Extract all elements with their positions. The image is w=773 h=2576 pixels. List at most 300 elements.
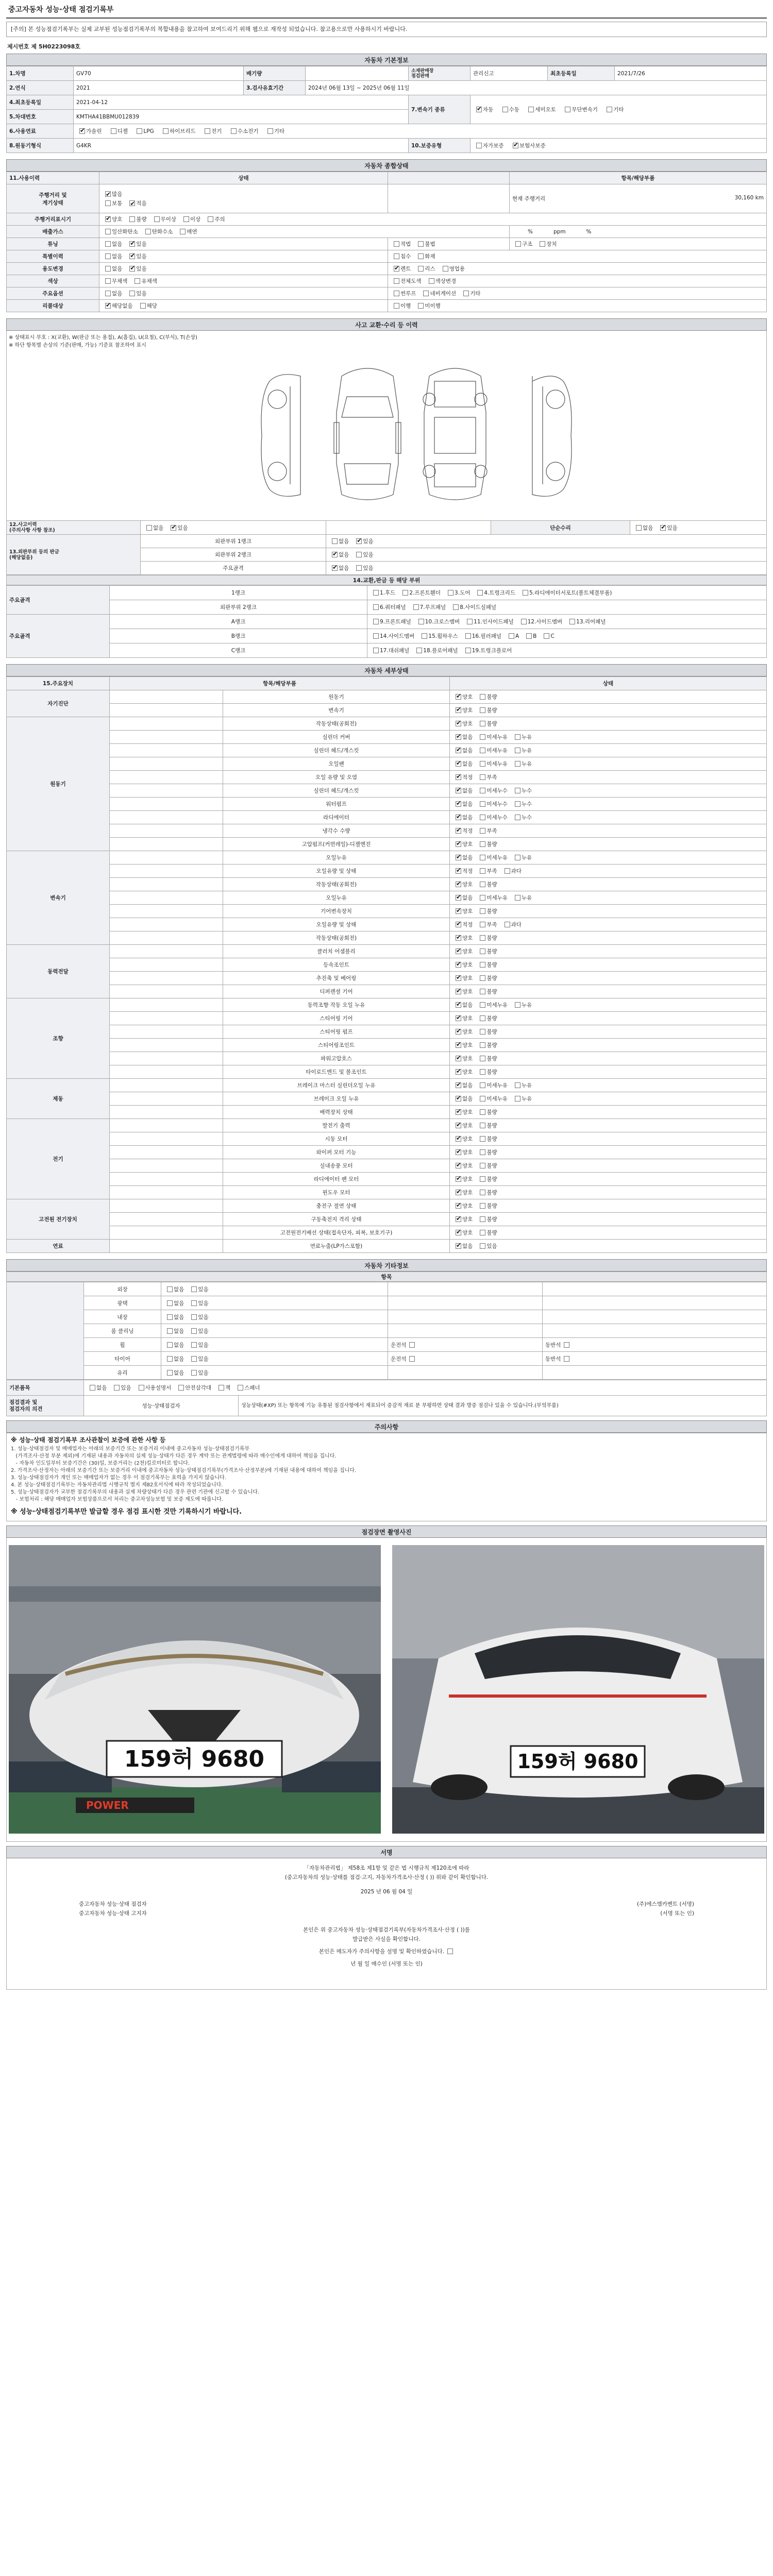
checkbox-side-member[interactable] <box>521 619 527 624</box>
checkbox-pillar-b[interactable] <box>526 633 532 639</box>
other-extra-1 <box>388 1310 543 1324</box>
checkbox-inside-panel[interactable] <box>467 619 473 624</box>
checkbox-door[interactable] <box>448 590 453 596</box>
other-checkbox[interactable] <box>191 1342 197 1348</box>
detail-row <box>7 1132 767 1146</box>
checkbox-special-yes[interactable] <box>129 253 135 259</box>
status-checkbox[interactable] <box>480 922 485 927</box>
status-label: 없음 <box>462 855 473 861</box>
other-checkbox[interactable] <box>167 1314 173 1320</box>
checkbox-hc[interactable] <box>145 229 151 234</box>
checkbox-side-sill[interactable] <box>453 604 459 610</box>
checkbox-insurance-warranty[interactable] <box>513 143 518 148</box>
other-checkbox[interactable] <box>167 1356 173 1362</box>
checkbox-trans-other[interactable] <box>607 107 612 112</box>
status-checkbox[interactable] <box>480 694 485 700</box>
detail-item-name: 발전기 출력 <box>223 1119 450 1132</box>
notifier-sign[interactable]: (서명 또는 인) <box>660 1910 694 1917</box>
detail-item-status <box>450 771 767 784</box>
status-label: 양호 <box>462 882 473 888</box>
status-checkbox[interactable] <box>480 721 485 726</box>
checkbox-manual-book[interactable] <box>139 1385 144 1391</box>
checkbox-pillar-c[interactable] <box>544 633 549 639</box>
status-option <box>477 1095 508 1103</box>
rear-plate: 159허 9680 <box>517 1750 638 1773</box>
other-checkbox[interactable] <box>167 1370 173 1376</box>
other-option <box>164 1341 184 1349</box>
checkbox-simple-none[interactable] <box>636 525 642 531</box>
checkbox-spanner[interactable] <box>238 1385 243 1391</box>
checkbox-achromatic[interactable] <box>105 278 111 284</box>
checkbox-fender[interactable] <box>402 590 408 596</box>
detail-item-status <box>450 931 767 945</box>
checkbox-cvt[interactable] <box>565 107 570 112</box>
checkbox-electric[interactable] <box>205 128 210 134</box>
detail-item-name: 스티어링 펌프 <box>223 1025 450 1039</box>
detail-row <box>7 704 767 717</box>
checkbox-lease[interactable] <box>418 266 424 272</box>
status-option <box>452 1041 473 1049</box>
label-simple-repair: 단순수리 <box>491 521 630 535</box>
detail-item-name: 타이로드엔드 및 볼조인트 <box>223 1065 450 1079</box>
detail-row <box>7 1106 767 1119</box>
detail-item-status <box>450 958 767 972</box>
checkbox-triangle[interactable] <box>178 1385 184 1391</box>
status-label: 양호 <box>462 1163 473 1169</box>
inspector-sign[interactable]: (주)에스엠카벤트 (서명) <box>636 1901 694 1907</box>
status-checkbox[interactable] <box>456 935 461 941</box>
status-checkbox[interactable] <box>456 989 461 994</box>
checkbox-fuel-other[interactable] <box>267 128 273 134</box>
status-checkbox[interactable] <box>480 1109 485 1115</box>
status-checkbox[interactable] <box>480 855 485 860</box>
status-option <box>512 1095 532 1103</box>
status-checkbox[interactable] <box>480 1056 485 1061</box>
checkbox-legal[interactable] <box>394 241 399 247</box>
checkbox-navi[interactable] <box>423 291 429 296</box>
status-checkbox[interactable] <box>456 908 461 914</box>
checkbox-fire[interactable] <box>418 253 424 259</box>
detail-item-name: 실내송풍 모터 <box>223 1159 450 1173</box>
checkbox-crossmember[interactable] <box>418 619 424 624</box>
label-car-name: 1.차명 <box>7 66 74 81</box>
checkbox-recall-na[interactable] <box>105 303 111 309</box>
status-label: 있음 <box>486 1243 497 1249</box>
checkbox-smoke[interactable] <box>180 229 186 234</box>
status-label: 누유 <box>521 1082 532 1089</box>
status-checkbox[interactable] <box>456 1136 461 1142</box>
status-checkbox[interactable] <box>515 1082 520 1088</box>
status-checkbox[interactable] <box>456 694 461 700</box>
label-special: 특별이력 <box>7 250 99 263</box>
status-option <box>452 1081 473 1089</box>
status-checkbox[interactable] <box>456 855 461 860</box>
status-checkbox[interactable] <box>456 1243 461 1249</box>
status-option <box>452 733 473 741</box>
accident-legend: ※ 상태표시 부호 : X(교환), W(판금 또는 용접), A(흠집), U(요철), C(부식), T(손상) ※ 하단 항목별 손상의 기준(판매, 가능) 기준표 참조하여 표시 <box>6 331 767 350</box>
other-item-status <box>161 1296 388 1310</box>
status-checkbox[interactable] <box>515 801 520 807</box>
checkbox-commercial[interactable] <box>443 266 448 272</box>
status-checkbox[interactable] <box>456 1029 461 1035</box>
status-checkbox[interactable] <box>456 1082 461 1088</box>
checkbox-quarter[interactable] <box>373 604 379 610</box>
status-checkbox[interactable] <box>456 828 461 834</box>
checkbox-rear-panel[interactable] <box>569 619 575 624</box>
checkbox-opt-yes[interactable] <box>129 291 135 296</box>
detail-row <box>7 891 767 905</box>
status-checkbox[interactable] <box>456 1190 461 1195</box>
checkbox-trunk-floor[interactable] <box>465 648 471 653</box>
status-checkbox[interactable] <box>480 761 485 767</box>
checkbox-gasoline[interactable] <box>79 128 85 134</box>
status-checkbox[interactable] <box>480 935 485 941</box>
checkbox-hood[interactable] <box>373 590 379 596</box>
checkbox-self-warranty[interactable] <box>476 143 482 148</box>
checkbox-rank2-yes[interactable] <box>356 552 362 557</box>
checkbox-pillar-a[interactable] <box>509 633 514 639</box>
status-option <box>477 934 497 942</box>
caution-line: 2. 가격조사·산정자는 아래의 보증기간 또는 보증거리 이내에 중고자동차 성능·상태점검기록부(가격조사·산정부분)에 기재된 내용에 대하여 책임을 집니다. <box>11 1468 357 1473</box>
other-item-status <box>161 1324 388 1338</box>
label-usage-history: 11.사용이력 <box>7 172 99 184</box>
checkbox-odo-caution[interactable] <box>208 216 213 222</box>
checkbox-few[interactable] <box>129 200 135 206</box>
checkbox-pillar[interactable] <box>465 633 471 639</box>
status-checkbox[interactable] <box>456 922 461 927</box>
status-checkbox[interactable] <box>456 1096 461 1101</box>
checkbox-device[interactable] <box>540 241 545 247</box>
status-checkbox[interactable] <box>456 882 461 887</box>
status-checkbox[interactable] <box>480 1243 485 1249</box>
status-option <box>477 1014 497 1022</box>
status-checkbox[interactable] <box>480 788 485 793</box>
status-checkbox[interactable] <box>456 895 461 901</box>
other-option <box>188 1369 208 1377</box>
other-option <box>164 1313 184 1321</box>
status-checkbox[interactable] <box>480 801 485 807</box>
detail-row <box>7 824 767 838</box>
detail-row <box>7 1186 767 1199</box>
status-checkbox[interactable] <box>456 962 461 968</box>
status-checkbox[interactable] <box>456 1069 461 1075</box>
detail-row <box>7 878 767 891</box>
checkbox-illegal[interactable] <box>418 241 424 247</box>
status-checkbox[interactable] <box>456 801 461 807</box>
checkbox-undone[interactable] <box>418 303 424 309</box>
label-inspector: 성능·상태점검자 <box>84 1396 239 1416</box>
other-row <box>7 1310 767 1324</box>
status-label: 불량 <box>486 908 497 914</box>
checkbox-odo-issue[interactable] <box>183 216 189 222</box>
checkbox-dash[interactable] <box>373 648 379 653</box>
checkbox-semi[interactable] <box>528 107 534 112</box>
other-option-label: 없음 <box>174 1314 184 1320</box>
status-label: 미세누수 <box>486 815 508 821</box>
other-item-name: 유리 <box>84 1366 161 1380</box>
other-extra-1 <box>388 1366 543 1380</box>
checkbox-frame-none[interactable] <box>332 565 338 571</box>
status-checkbox[interactable] <box>480 962 485 968</box>
status-label: 누유 <box>521 855 532 861</box>
checkbox-recall-yes[interactable] <box>140 303 146 309</box>
other-checkbox[interactable] <box>167 1300 173 1306</box>
checkbox-rank2-none[interactable] <box>332 552 338 557</box>
buyer-line-1: 본인은 위 중고자동차 성능·상태점검기록부(자동차가격조사·산정 ( ))를 <box>303 1927 470 1933</box>
status-checkbox[interactable] <box>480 882 485 887</box>
status-checkbox[interactable] <box>515 855 520 860</box>
section-other-title: 자동차 기타정보 <box>6 1259 767 1272</box>
checkbox-tuning-none[interactable] <box>105 241 111 247</box>
status-checkbox[interactable] <box>505 922 510 927</box>
driver-side-checkbox[interactable] <box>409 1342 415 1348</box>
checkbox-floor[interactable] <box>416 648 422 653</box>
status-checkbox[interactable] <box>515 895 520 901</box>
status-label: 누유 <box>521 748 532 754</box>
status-checkbox[interactable] <box>480 1015 485 1021</box>
status-checkbox[interactable] <box>480 748 485 753</box>
checkbox-hydrogen[interactable] <box>231 128 237 134</box>
status-label: 양호 <box>462 1216 473 1223</box>
checkbox-done[interactable] <box>394 303 399 309</box>
checkbox-side-member-b[interactable] <box>373 633 379 639</box>
status-checkbox[interactable] <box>456 1109 461 1115</box>
checkbox-front-panel[interactable] <box>373 619 379 624</box>
status-checkbox[interactable] <box>456 868 461 874</box>
status-option <box>477 1162 497 1170</box>
checkbox-simple-yes[interactable] <box>660 525 666 531</box>
checkbox-lpg[interactable] <box>137 128 142 134</box>
status-checkbox[interactable] <box>480 841 485 847</box>
status-checkbox[interactable] <box>480 989 485 994</box>
status-checkbox[interactable] <box>456 707 461 713</box>
other-checkbox[interactable] <box>191 1300 197 1306</box>
checkbox-trunk[interactable] <box>477 590 483 596</box>
checkbox-odo-good[interactable] <box>105 216 111 222</box>
detail-item-name: 브레이크 오일 누유 <box>223 1092 450 1106</box>
status-checkbox[interactable] <box>480 895 485 901</box>
status-checkbox[interactable] <box>480 948 485 954</box>
status-checkbox[interactable] <box>480 908 485 914</box>
detail-row <box>7 1119 767 1132</box>
status-checkbox[interactable] <box>456 1056 461 1061</box>
detail-item-status <box>450 918 767 931</box>
other-checkbox[interactable] <box>167 1342 173 1348</box>
status-label: 불량 <box>486 721 497 727</box>
other-item-status <box>161 1282 388 1296</box>
checkbox-roof[interactable] <box>413 604 419 610</box>
checkbox-auto[interactable] <box>476 107 482 112</box>
other-checkbox[interactable] <box>191 1356 197 1362</box>
lift-brand: POWER <box>86 1799 129 1811</box>
buyer-sign[interactable]: 년 월 일 매수인 (서명 또는 인) <box>350 1961 423 1967</box>
checkbox-accident-none[interactable] <box>146 525 152 531</box>
checkbox-opt-none[interactable] <box>105 291 111 296</box>
status-checkbox[interactable] <box>480 774 485 780</box>
other-extra-2 <box>543 1324 767 1338</box>
status-checkbox[interactable] <box>456 1123 461 1128</box>
status-checkbox[interactable] <box>480 1149 485 1155</box>
status-checkbox[interactable] <box>480 1163 485 1168</box>
status-option <box>452 827 473 835</box>
checkbox-opt-other[interactable] <box>463 291 469 296</box>
detail-item-status <box>450 1240 767 1253</box>
status-checkbox[interactable] <box>480 828 485 834</box>
checkbox-color-change[interactable] <box>429 278 434 284</box>
checkbox-structure[interactable] <box>515 241 521 247</box>
status-checkbox[interactable] <box>456 1230 461 1235</box>
status-checkbox[interactable] <box>456 1216 461 1222</box>
detail-row <box>7 1213 767 1226</box>
checkbox-rank1-yes[interactable] <box>356 538 362 544</box>
other-checkbox[interactable] <box>167 1328 173 1334</box>
checkbox-uc-none[interactable] <box>105 266 111 272</box>
status-option <box>477 1028 497 1036</box>
driver-side-checkbox[interactable] <box>409 1356 415 1362</box>
checkbox-frame-yes[interactable] <box>356 565 362 571</box>
other-option <box>164 1369 184 1377</box>
status-checkbox[interactable] <box>456 975 461 981</box>
status-checkbox[interactable] <box>480 1029 485 1035</box>
status-checkbox[interactable] <box>480 1176 485 1182</box>
checkbox-full-paint[interactable] <box>394 278 399 284</box>
detail-item-status <box>450 878 767 891</box>
checkbox-basic-yes[interactable] <box>114 1385 120 1391</box>
checkbox-flood[interactable] <box>394 253 399 259</box>
status-checkbox[interactable] <box>480 975 485 981</box>
checkbox-accident-yes[interactable] <box>171 525 176 531</box>
status-checkbox[interactable] <box>480 1123 485 1128</box>
status-label: 불량 <box>486 1149 497 1156</box>
checkbox-co[interactable] <box>105 229 111 234</box>
status-checkbox[interactable] <box>480 1136 485 1142</box>
status-checkbox[interactable] <box>480 1042 485 1048</box>
other-checkbox[interactable] <box>167 1286 173 1292</box>
other-checkbox[interactable] <box>191 1328 197 1334</box>
checkbox-hybrid[interactable] <box>163 128 169 134</box>
fuel-options: ✔ 가솔린 디젤 LPG 하이브리드 전기 수소전기 기타 <box>74 124 767 139</box>
status-checkbox[interactable] <box>480 868 485 874</box>
checkbox-buyer-confirm[interactable] <box>447 1948 453 1954</box>
status-checkbox[interactable] <box>456 1163 461 1168</box>
detail-item-name: 실린더 커버 <box>223 731 450 744</box>
checkbox-manual[interactable] <box>502 107 508 112</box>
status-checkbox[interactable] <box>456 815 461 820</box>
status-checkbox[interactable] <box>515 761 520 767</box>
status-checkbox[interactable] <box>456 788 461 793</box>
status-label: 불량 <box>486 935 497 941</box>
passenger-side-checkbox[interactable] <box>564 1356 569 1362</box>
status-checkbox[interactable] <box>456 748 461 753</box>
status-option <box>477 1081 508 1089</box>
checkbox-wheelhouse[interactable] <box>422 633 427 639</box>
status-checkbox[interactable] <box>456 841 461 847</box>
checkbox-chromatic[interactable] <box>135 278 140 284</box>
status-checkbox[interactable] <box>515 1096 520 1101</box>
status-checkbox[interactable] <box>515 734 520 740</box>
status-checkbox[interactable] <box>456 1203 461 1209</box>
status-checkbox[interactable] <box>456 734 461 740</box>
status-checkbox[interactable] <box>480 707 485 713</box>
status-checkbox[interactable] <box>515 748 520 753</box>
other-checkbox[interactable] <box>191 1370 197 1376</box>
other-checkbox[interactable] <box>191 1314 197 1320</box>
status-option <box>452 840 473 848</box>
status-checkbox[interactable] <box>456 948 461 954</box>
status-option <box>512 894 532 902</box>
status-checkbox[interactable] <box>480 815 485 820</box>
status-checkbox[interactable] <box>456 774 461 780</box>
status-checkbox[interactable] <box>480 1082 485 1088</box>
status-label: 양호 <box>462 1029 473 1035</box>
status-checkbox[interactable] <box>456 761 461 767</box>
status-checkbox[interactable] <box>456 1042 461 1048</box>
status-label: 미세누유 <box>486 748 508 754</box>
status-checkbox[interactable] <box>456 1149 461 1155</box>
status-checkbox[interactable] <box>505 868 510 874</box>
status-option <box>501 867 522 875</box>
label-tuning: 튜닝 <box>7 238 99 250</box>
photo-front <box>9 1545 381 1834</box>
checkbox-radiator[interactable] <box>523 590 528 596</box>
checkbox-odo-ok[interactable] <box>154 216 160 222</box>
status-option <box>512 733 532 741</box>
status-checkbox[interactable] <box>456 721 461 726</box>
status-checkbox[interactable] <box>456 1176 461 1182</box>
checkbox-diesel[interactable] <box>111 128 116 134</box>
status-label: 양호 <box>462 975 473 981</box>
label-dealer: 소재판매장 점검판매 <box>409 66 470 81</box>
caution-heading: ※ 성능·상태 점검기록부 조사관찰이 보증에 관한 사항 등 <box>11 1436 166 1444</box>
status-checkbox[interactable] <box>480 1230 485 1235</box>
checkbox-special-none[interactable] <box>105 253 111 259</box>
detail-item-name: 원동기 <box>223 690 450 704</box>
other-checkbox[interactable] <box>191 1286 197 1292</box>
checkbox-sunroof[interactable] <box>394 291 399 296</box>
status-label: 누유 <box>521 1096 532 1102</box>
checkbox-many[interactable] <box>105 191 111 197</box>
checkbox-normal[interactable] <box>105 200 111 206</box>
status-checkbox[interactable] <box>480 1069 485 1075</box>
other-option <box>188 1299 208 1307</box>
checkbox-odo-bad[interactable] <box>129 216 135 222</box>
status-checkbox[interactable] <box>515 815 520 820</box>
passenger-side-checkbox[interactable] <box>564 1342 569 1348</box>
status-checkbox[interactable] <box>456 1015 461 1021</box>
status-checkbox[interactable] <box>480 734 485 740</box>
status-label: 미세누수 <box>486 788 508 794</box>
checkbox-rent[interactable] <box>394 266 399 272</box>
checkbox-tuning-yes[interactable] <box>129 241 135 247</box>
checkbox-basic-none[interactable] <box>90 1385 95 1391</box>
status-checkbox[interactable] <box>480 1190 485 1195</box>
status-checkbox[interactable] <box>480 1216 485 1222</box>
other-option-label: 없음 <box>174 1328 184 1334</box>
status-checkbox[interactable] <box>480 1002 485 1008</box>
status-checkbox[interactable] <box>456 1002 461 1008</box>
status-checkbox[interactable] <box>480 1203 485 1209</box>
detail-row <box>7 972 767 985</box>
status-checkbox[interactable] <box>515 1002 520 1008</box>
checkbox-jack[interactable] <box>219 1385 224 1391</box>
detail-item-name: 배력장치 상태 <box>223 1106 450 1119</box>
status-checkbox[interactable] <box>480 1096 485 1101</box>
detail-row <box>7 958 767 972</box>
checkbox-uc-yes[interactable] <box>129 266 135 272</box>
status-checkbox[interactable] <box>515 788 520 793</box>
checkbox-rank1-none[interactable] <box>332 538 338 544</box>
status-option <box>452 720 473 727</box>
